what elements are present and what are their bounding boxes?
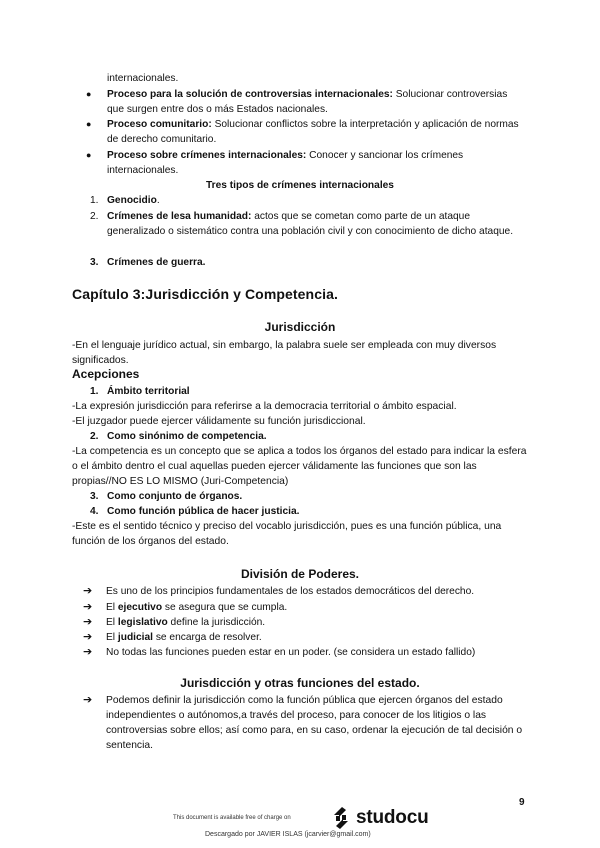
list-item: 1. Genocidio. (78, 193, 524, 208)
list-item (78, 117, 524, 147)
list-item: ➔ El ejecutivo se asegura que se cumpla. (78, 600, 528, 615)
page-number: 9 (519, 797, 525, 808)
acepcion-title: Como función pública de hacer justicia. (107, 506, 300, 517)
arrow-icon: ➔ (83, 601, 93, 613)
list-number: 3. (90, 491, 99, 502)
list-item (78, 693, 528, 753)
section-heading-jurisdiccion: Jurisdicción (264, 320, 336, 334)
section-heading-otras-funciones: Jurisdicción y otras funciones del estado. (180, 676, 420, 690)
arrow-icon: ➔ (83, 616, 93, 628)
bullet-text: Solucionar controversias que surgen entre dos o más Estados nacionales. (107, 89, 508, 116)
list-number: 2. (90, 211, 99, 222)
studocu-logo[interactable] (330, 805, 429, 831)
list-number: 2. (90, 431, 99, 442)
list-item: 2. Crímenes de lesa humanidad: actos que se cometan como parte de un ataque generalizado o sistemático contra una población civil y con conocimiento de dicho ataque. (90, 211, 514, 238)
bullet-term: Proceso comunitario: (107, 119, 212, 130)
crime-term: Crímenes de guerra. (107, 257, 206, 268)
acepcion-title: Como conjunto de órganos. (107, 491, 243, 502)
studocu-wordmark: studocu (356, 807, 429, 828)
paragraph: -El juzgador puede ejercer válidamente su función jurisdiccional. (72, 416, 366, 427)
list-item (78, 504, 524, 519)
paragraph: -En el lenguaje jurídico actual, sin embargo, la palabra suele ser empleada con muy diversos significados. (72, 340, 497, 366)
arrow-icon: ➔ (83, 646, 93, 658)
crime-term: Genocidio (107, 195, 157, 206)
list-item (78, 489, 524, 504)
bullet-term: Proceso sobre crímenes internacionales: (107, 150, 307, 161)
availability-note: This document is available free of charge on (173, 815, 291, 821)
bullet-continuation (78, 71, 524, 86)
studocu-logo-icon (330, 806, 352, 830)
acepcion-title: Ámbito territorial (107, 386, 190, 397)
list-item (78, 148, 524, 178)
paragraph: -La competencia es un concepto que se aplica a todos los órganos del estado para indicar la esfera o el ámbito dentro el cual aquellas pueden ejercer válidamente las funciones que son las propias//NO ES LO MISMO (Juri-Competencia) (72, 446, 527, 487)
list-number: 1. (90, 386, 99, 397)
list-number: 4. (90, 506, 99, 517)
bullet-icon: ● (86, 89, 92, 99)
crime-term: Crímenes de lesa humanidad: (107, 211, 252, 222)
bullet-text: Conocer y sancionar los crímenes internacionales. (107, 150, 464, 177)
list-number: 3. (90, 257, 99, 268)
list-item (78, 429, 524, 444)
list-item (78, 87, 524, 117)
chapter-title: Capítulo 3:Jurisdicción y Competencia. (72, 286, 338, 302)
list-number: 1. (90, 195, 99, 206)
arrow-icon: ➔ (83, 631, 93, 643)
paragraph: -Este es el sentido técnico y preciso del vocablo jurisdicción, pues es una función pública, una función de los órganos del estado. (72, 521, 502, 547)
list-item: ➔ Es uno de los principios fundamentales de los estados democráticos del derecho. (78, 584, 528, 599)
paragraph: -La expresión jurisdicción para referirse a la democracia territorial o ámbito espacial. (72, 401, 457, 412)
arrow-icon: ➔ (83, 694, 93, 706)
bullet-term: Proceso para la solución de controversias internacionales: (107, 89, 393, 100)
list-item (78, 255, 524, 270)
list-item (78, 384, 524, 399)
acepciones-heading: Acepciones (72, 367, 140, 381)
section-heading-poderes: División de Poderes. (240, 567, 360, 581)
crimes-heading: Tres tipos de crímenes internacionales (206, 180, 394, 191)
list-item: ➔ No todas las funciones pueden estar en un poder. (se considera un estado fallido) (78, 645, 528, 660)
acepcion-title: Como sinónimo de competencia. (107, 431, 267, 442)
bullet-text: Solucionar conflictos sobre la interpretación y aplicación de normas de derecho comunitario. (107, 119, 519, 146)
paragraph: Podemos definir la jurisdicción como la función pública que ejercen órganos del estado independientes o autónomos,a través del proceso, para conocer de los litigios o las controversias sobre ellos; así como para, en su caso, ordenar la ejecución de tal decisión o sentencia. (106, 695, 523, 751)
list-item: ➔ El legislativo define la jurisdicción. (78, 615, 528, 630)
bullet-text: internacionales. (107, 73, 179, 84)
arrow-icon: ➔ (83, 585, 93, 597)
list-item: ➔ El judicial se encarga de resolver. (78, 630, 528, 645)
bullet-icon: ● (86, 119, 92, 129)
download-note: Descargado por JAVIER ISLAS (jcarvier@gmail.com) (205, 831, 371, 838)
bullet-icon: ● (86, 150, 92, 160)
